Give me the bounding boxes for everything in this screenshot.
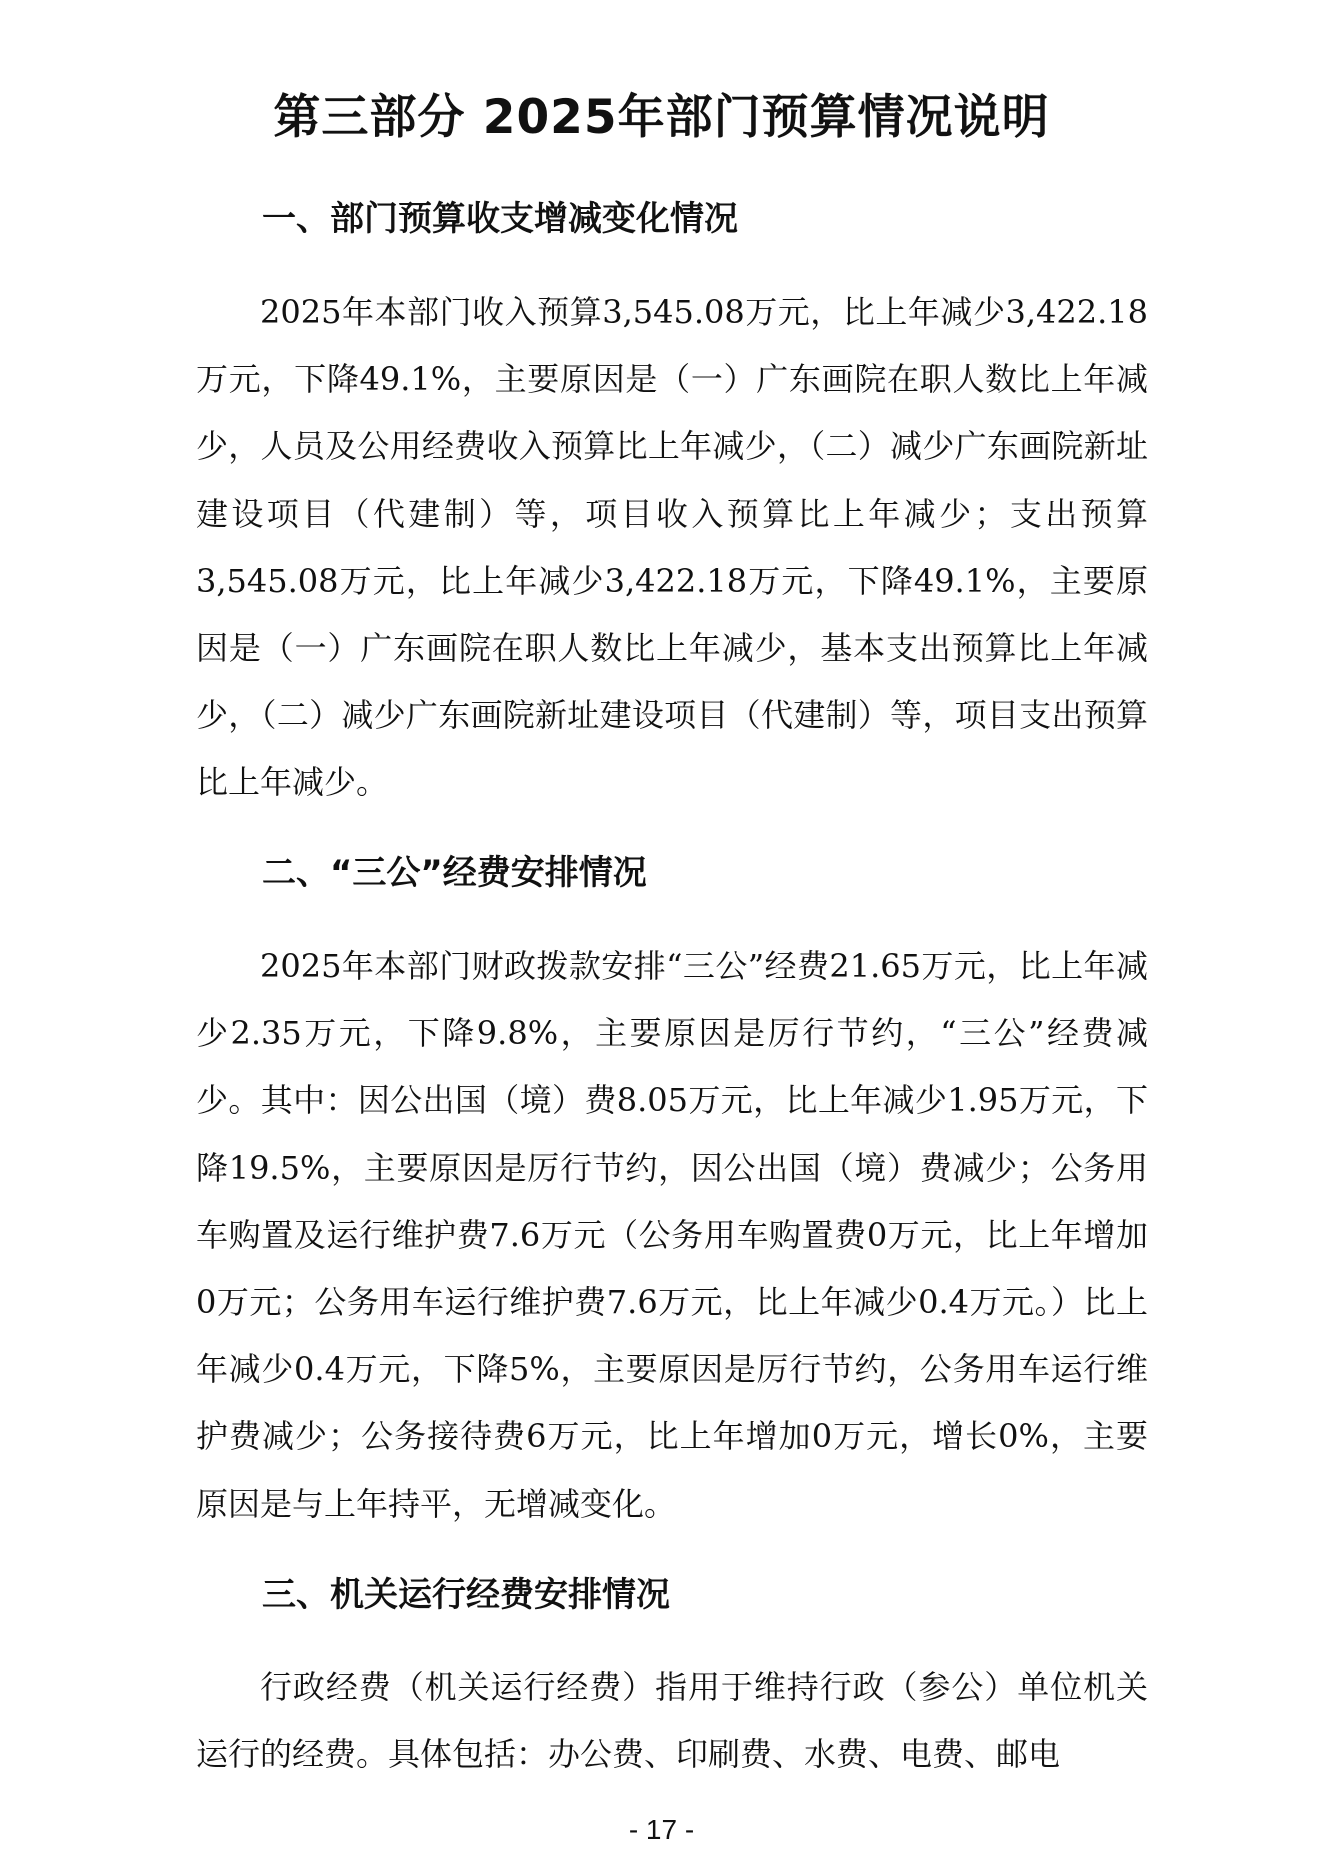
section-heading-three-public-expenses: 二、“三公”经费安排情况 [262,853,647,893]
section-paragraph-three-public-expenses: 2025年本部门财政拨款安排“三公”经费21.65万元，比上年减少2.35万元，下降9.8%，主要原因是厉行节约，“三公”经费减少。其中：因公出国（境）费8.05万元，比上年减少1.95万元，下降19.5%，主要原因是厉行节约，因公出国（境）费减少；公务用车购置及运行维护费7.6万元（公务用车购置费0万元，比上年增加0万元；公务用车运行维护费7.6万元，比上年减少0.4万元。）比上年减少0.4万元，下降5%，主要原因是厉行节约，公务用车运行维护费减少；公务接待费6万元，比上年增加0万元，增长0%，主要原因是与上年持平，无增减变化。 [196,947,1148,1523]
section-heading-budget-changes: 一、部门预算收支增减变化情况 [262,199,738,239]
page-number: - 17 - [628,1814,695,1845]
section-paragraph-budget-changes: 2025年本部门收入预算3,545.08万元，比上年减少3,422.18万元，下降49.1%，主要原因是（一）广东画院在职人数比上年减少，人员及公用经费收入预算比上年减少，（二）减少广东画院新址建设项目（代建制）等，项目收入预算比上年减少；支出预算3,545.08万元，比上年减少3,422.18万元，下降49.1%，主要原因是（一）广东画院在职人数比上年减少，基本支出预算比上年减少，（二）减少广东画院新址建设项目（代建制）等，项目支出预算比上年减少。 [196,293,1148,802]
section-heading-operating-expenses: 三、机关运行经费安排情况 [262,1575,670,1615]
page-title: 第三部分 2025年部门预算情况说明 [273,90,1050,145]
section-paragraph-operating-expenses: 行政经费（机关运行经费）指用于维持行政（参公）单位机关运行的经费。具体包括：办公费、印刷费、水费、电费、邮电 [196,1668,1148,1774]
